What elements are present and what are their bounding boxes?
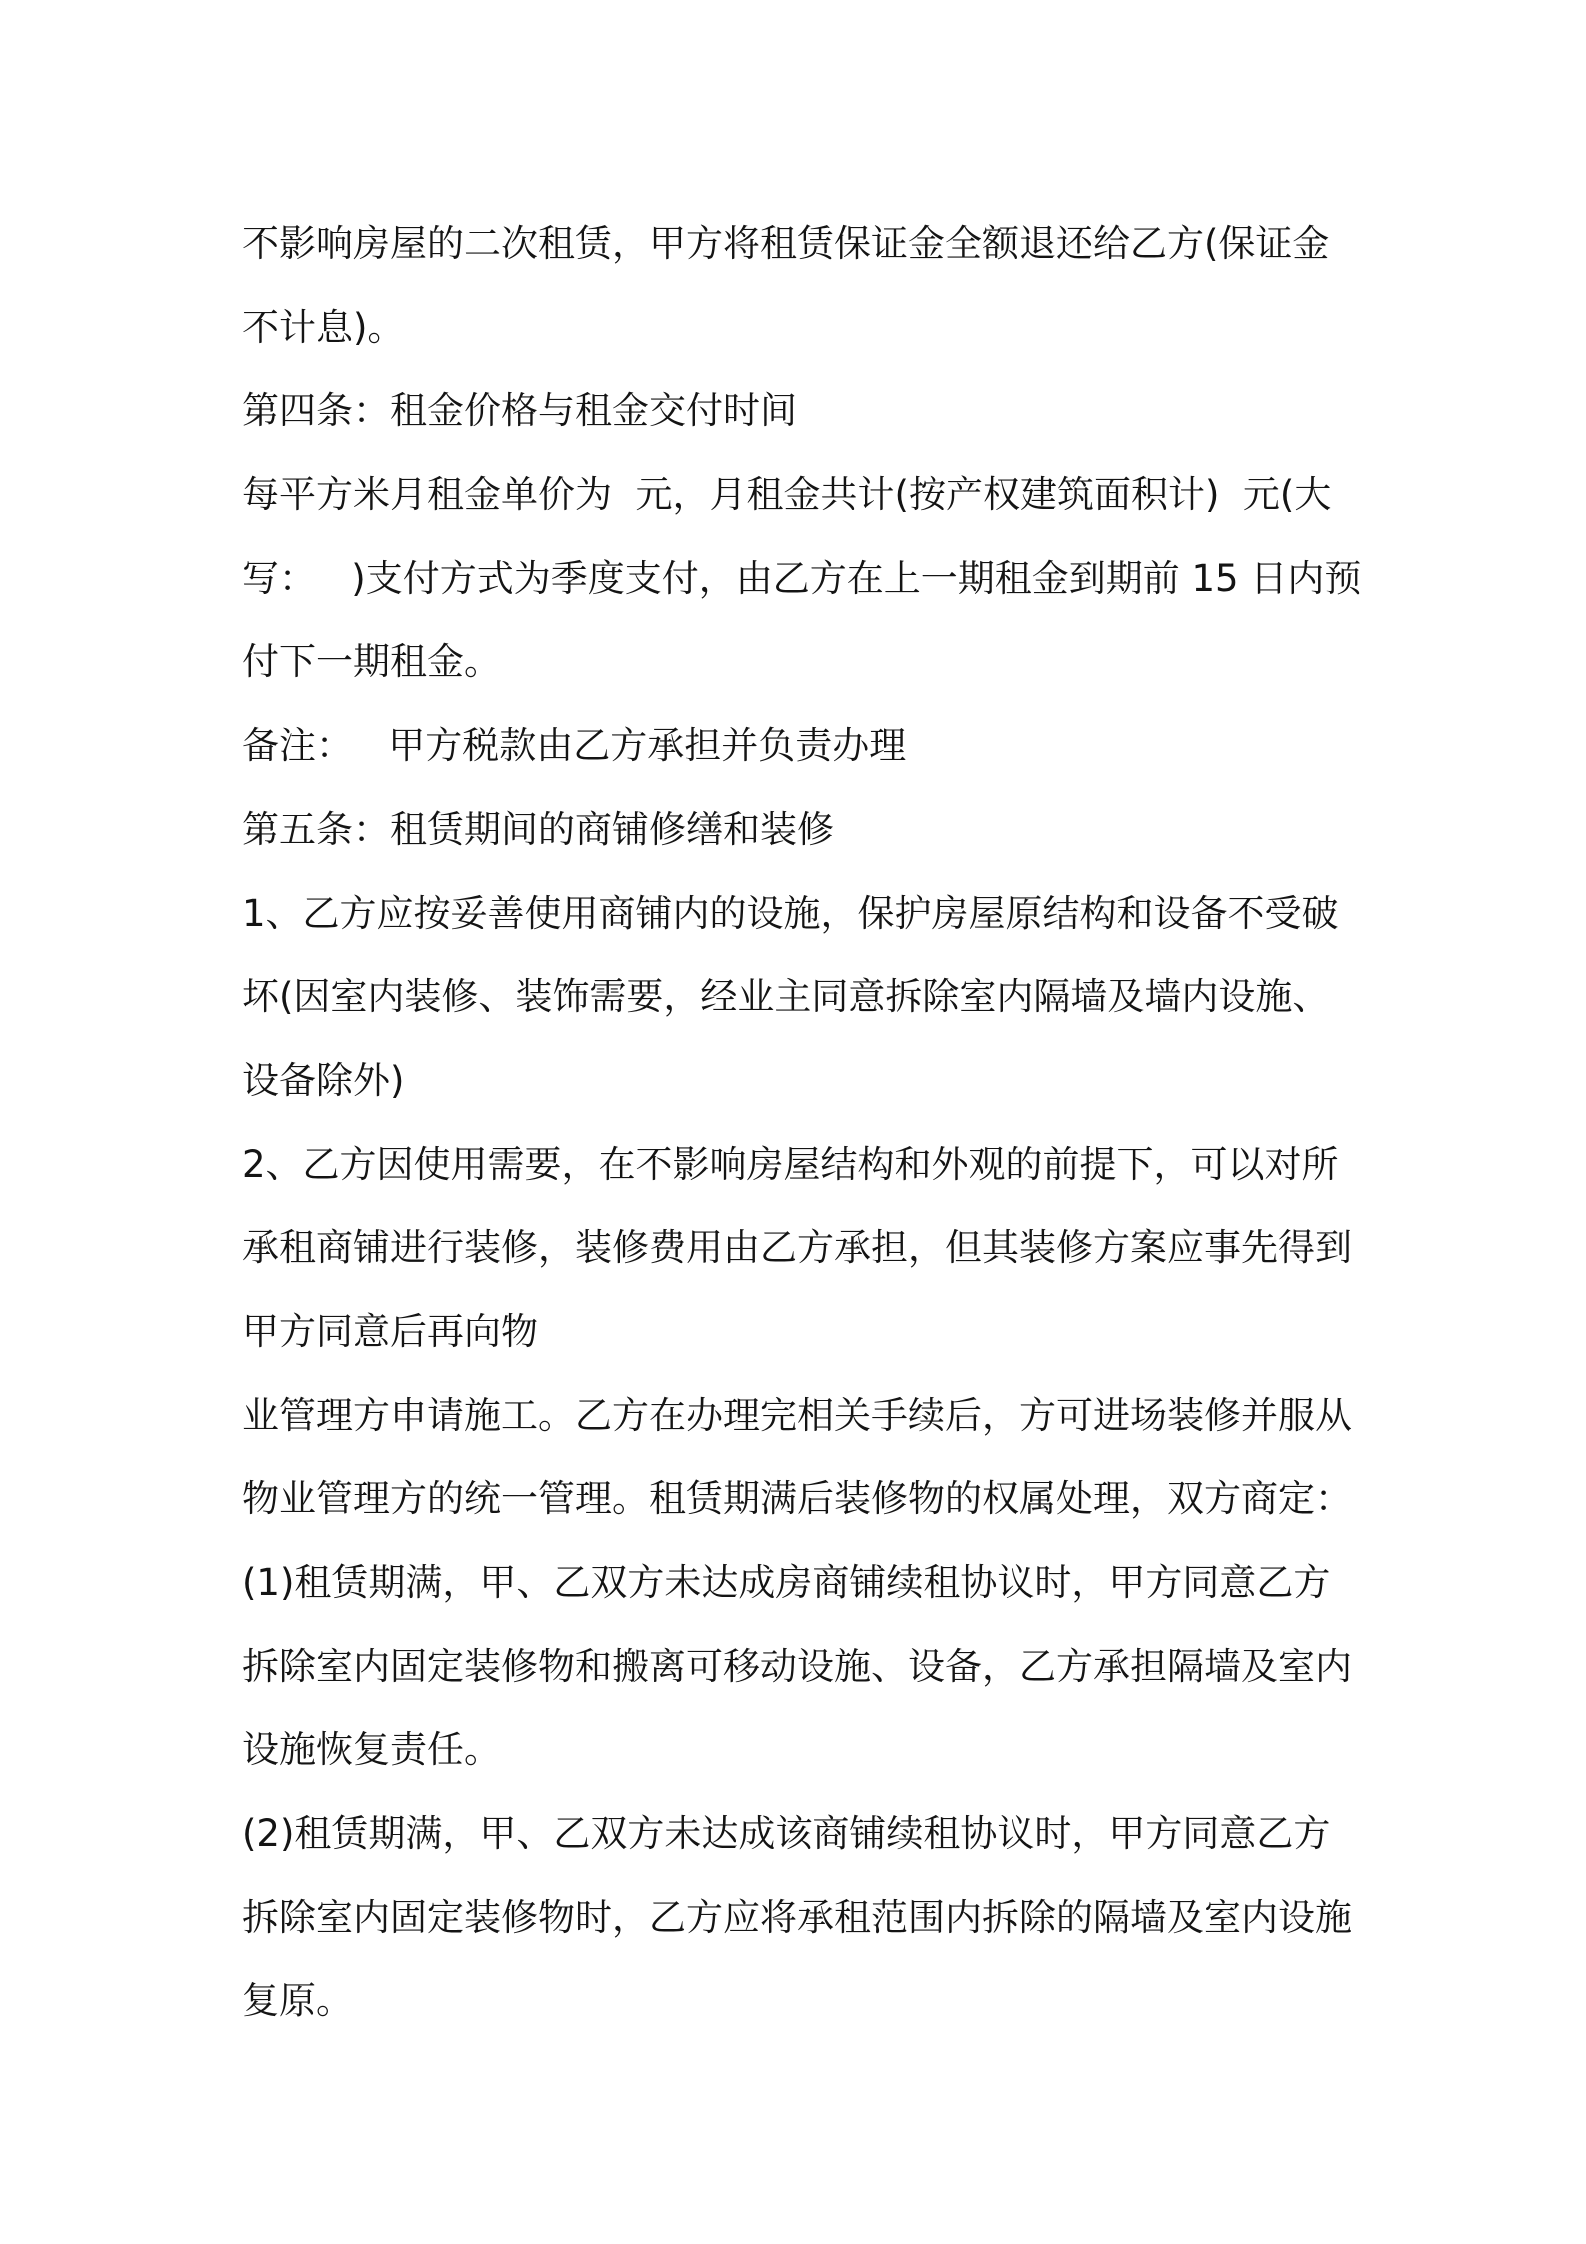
text-line: 业管理方申请施工。乙方在办理完相关手续后，方可进场装修并服从	[242, 1393, 1352, 1437]
text-line: 1、乙方应按妥善使用商铺内的设施，保护房屋原结构和设备不受破	[242, 891, 1339, 935]
document-body	[242, 202, 1362, 2043]
text-line: 每平方米月租金单价为 元，月租金共计(按产权建筑面积计) 元(大	[242, 473, 1332, 517]
text-line: 不计息)。	[242, 305, 405, 349]
text-line: 物业管理方的统一管理。租赁期满后装修物的权属处理，双方商定：	[242, 1477, 1352, 1521]
text-line: (1)租赁期满，甲、乙双方未达成房商铺续租协议时，甲方同意乙方	[242, 1561, 1331, 1604]
text-line: 承租商铺进行装修，装修费用由乙方承担，但其装修方案应事先得到	[242, 1226, 1352, 1270]
text-line: 甲方同意后再向物	[242, 1309, 538, 1353]
article-heading: 第五条：租赁期间的商铺修缮和装修	[242, 807, 834, 851]
text-line: 拆除室内固定装修物和搬离可移动设施、设备，乙方承担隔墙及室内	[242, 1644, 1352, 1688]
text-line: 不影响房屋的二次租赁，甲方将租赁保证金全额退还给乙方(保证金	[242, 222, 1330, 265]
text-line: 坏(因室内装修、装饰需要，经业主同意拆除室内隔墙及墙内设施、	[242, 975, 1330, 1019]
article-heading: 第四条：租金价格与租金交付时间	[242, 389, 797, 433]
text-line: 设备除外)	[242, 1058, 405, 1102]
text-line: 写： )支付方式为季度支付，由乙方在上一期租金到期前 15 日内预	[242, 556, 1362, 600]
text-line: 拆除室内固定装修物时，乙方应将承租范围内拆除的隔墙及室内设施	[242, 1895, 1352, 1939]
text-line: 复原。	[242, 1979, 353, 2023]
text-line: 付下一期租金。	[242, 640, 501, 684]
text-line: 备注： 甲方税款由乙方承担并负责办理	[242, 724, 907, 768]
text-line: 设施恢复责任。	[242, 1728, 501, 1772]
text-line: 2、乙方因使用需要，在不影响房屋结构和外观的前提下，可以对所	[242, 1142, 1339, 1186]
text-line: (2)租赁期满，甲、乙双方未达成该商铺续租协议时，甲方同意乙方	[242, 1812, 1331, 1856]
